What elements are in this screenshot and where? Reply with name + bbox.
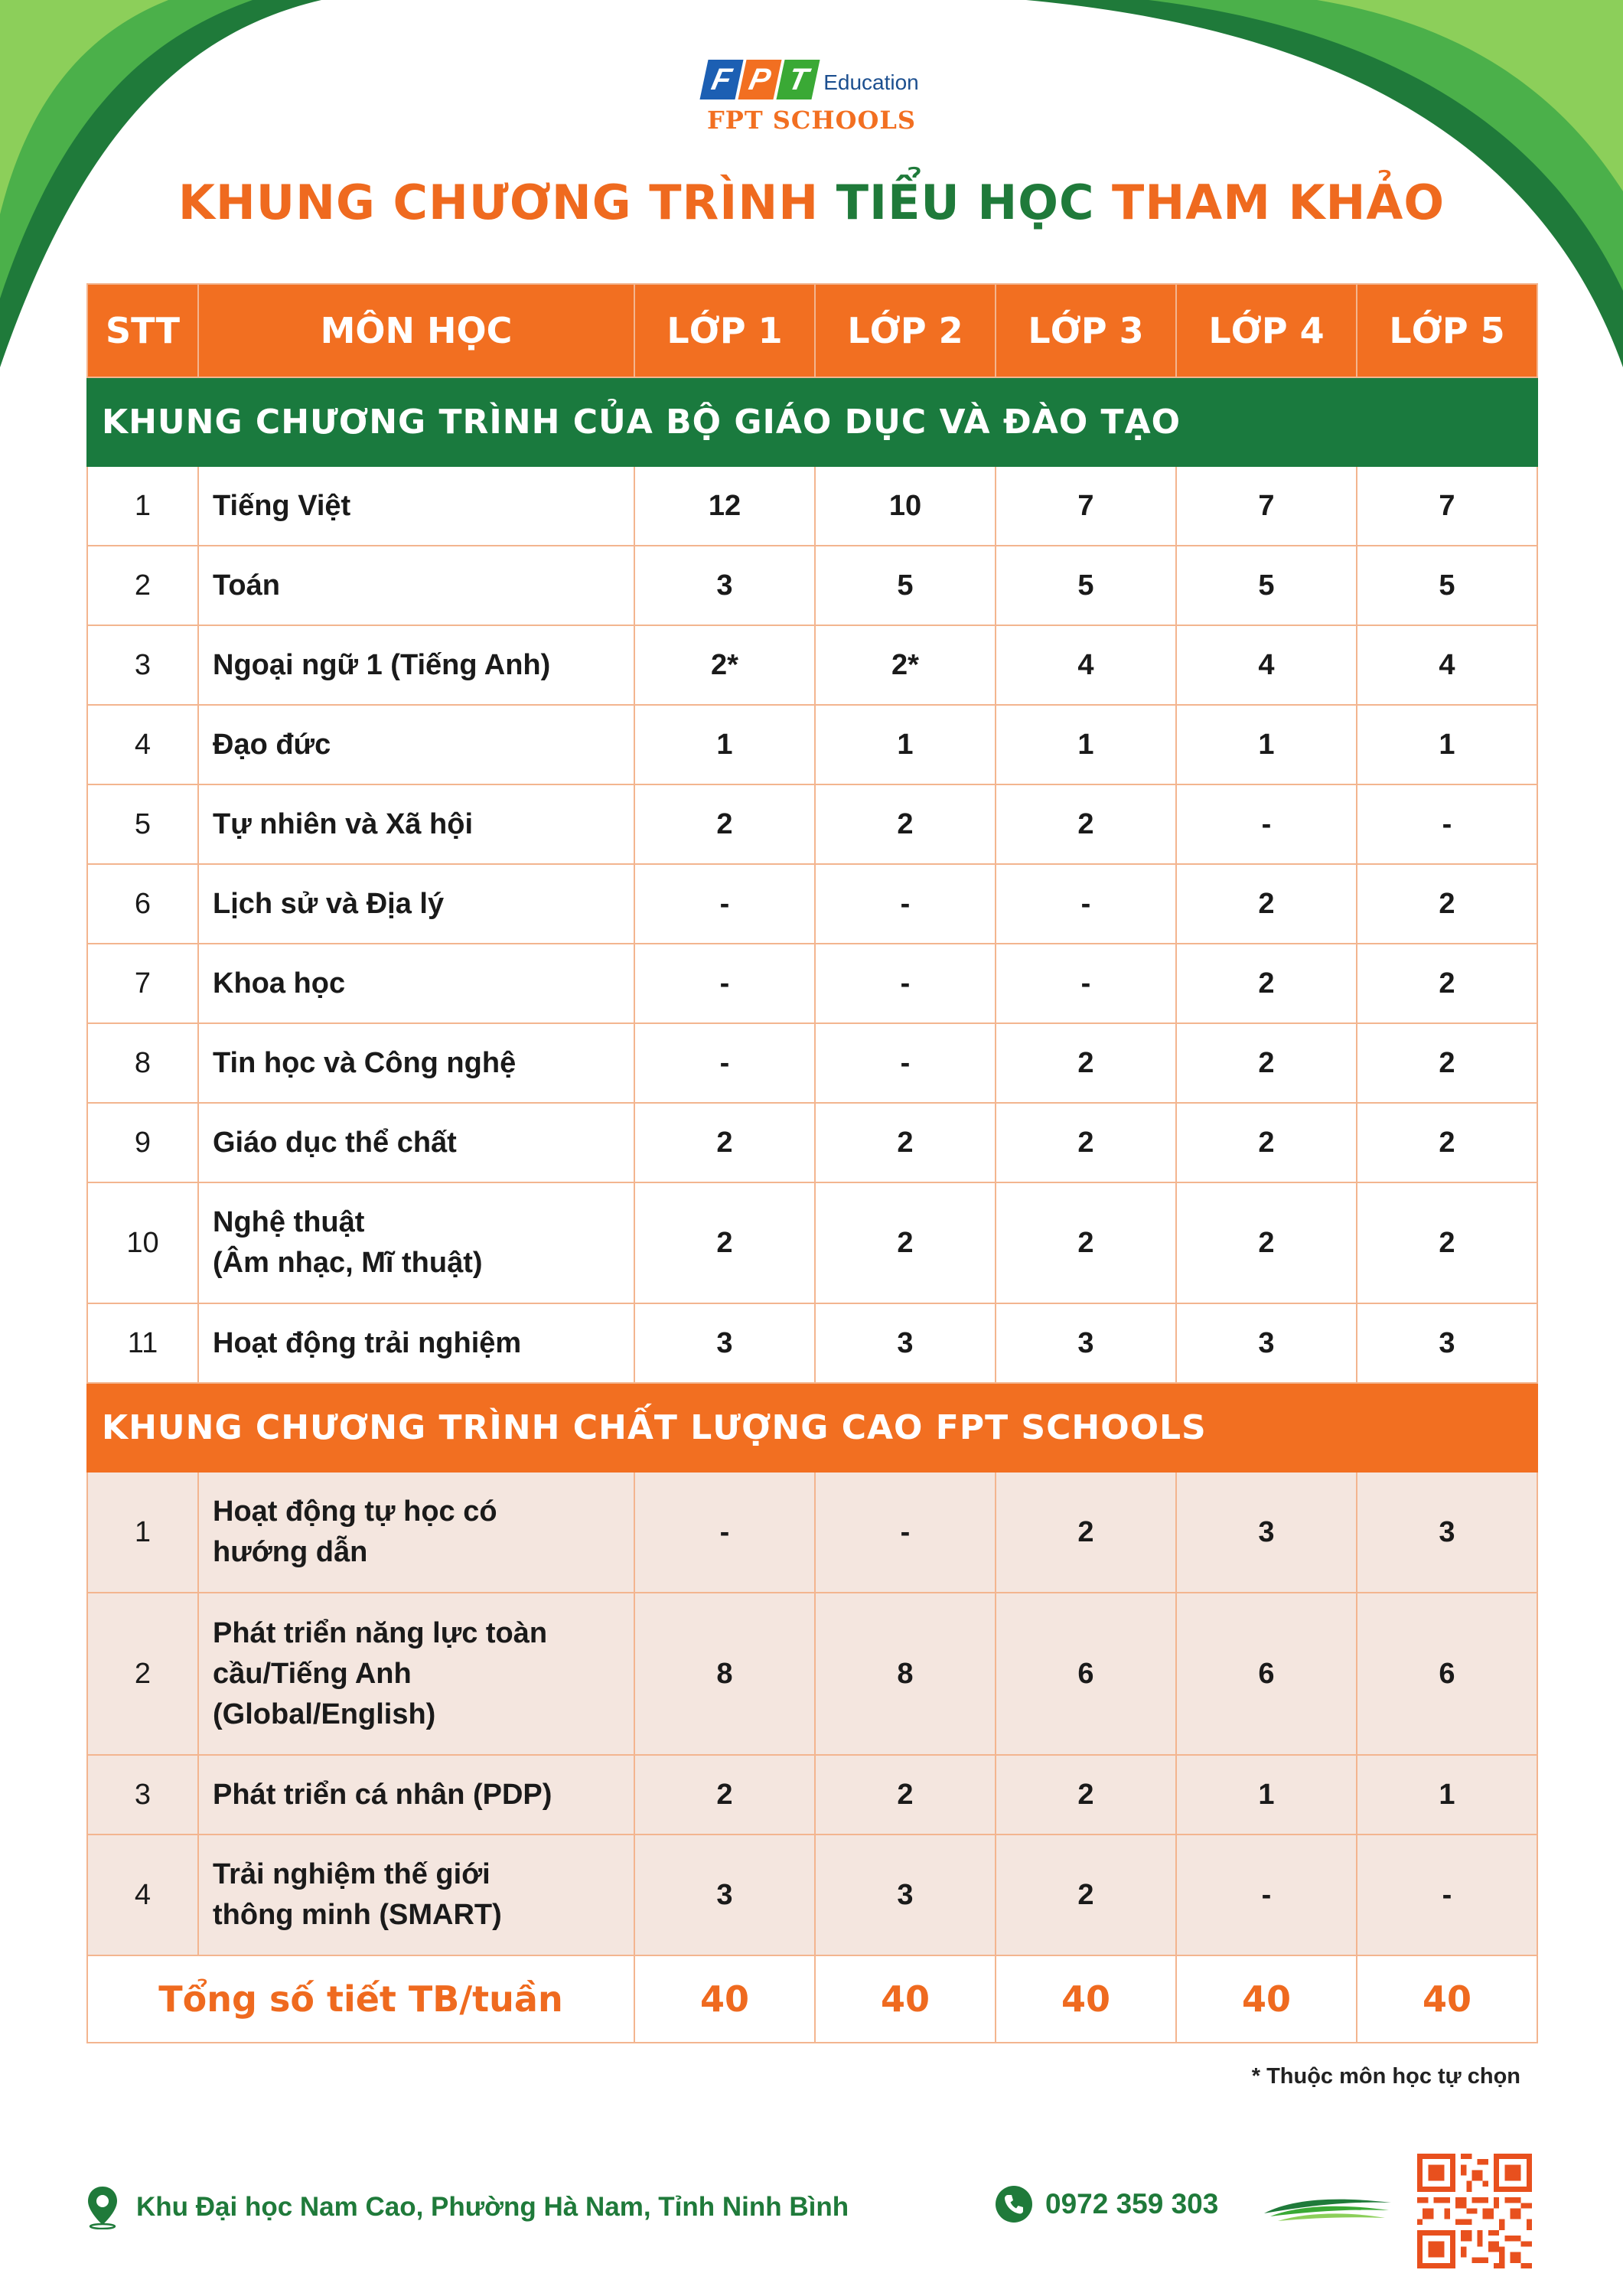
table-row [87, 1103, 1537, 1182]
row-value: - [1176, 1835, 1357, 1955]
row-value: 2 [634, 1103, 815, 1182]
table-row [87, 944, 1537, 1023]
row-subject: Giáo dục thể chất [198, 1103, 634, 1182]
fpt-logo [0, 60, 1623, 152]
row-value: 2 [996, 1182, 1176, 1303]
row-stt: 10 [87, 1182, 198, 1303]
row-value: 5 [815, 546, 996, 625]
row-subject [198, 1835, 634, 1955]
row-subject-line-2: thông minh (SMART) [213, 1899, 502, 1931]
fpt-tiles [700, 60, 820, 99]
row-value: - [634, 944, 815, 1023]
row-value: - [1357, 784, 1537, 864]
header-grade-3: LỚP 3 [996, 284, 1176, 377]
row-stt: 9 [87, 1103, 198, 1182]
section-moet-title: KHUNG CHƯƠNG TRÌNH CỦA BỘ GIÁO DỤC VÀ ĐÀO TẠO [87, 377, 1537, 466]
title-part-1: KHUNG CHƯƠNG TRÌNH [178, 174, 836, 230]
header-subject: MÔN HỌC [198, 284, 634, 377]
row-value: 1 [1176, 1755, 1357, 1835]
row-stt: 3 [87, 625, 198, 705]
row-subject: Khoa học [198, 944, 634, 1023]
location-pin-icon [86, 2185, 119, 2229]
row-value: 6 [996, 1593, 1176, 1755]
row-value: 2 [815, 784, 996, 864]
table-row [87, 864, 1537, 944]
row-subject-line-3: (Global/English) [213, 1698, 436, 1730]
row-value: 2 [1176, 944, 1357, 1023]
footer-phone[interactable] [995, 2185, 1218, 2223]
row-subject-line-2: cầu/Tiếng Anh [213, 1657, 412, 1690]
row-value: 2 [634, 1182, 815, 1303]
header-grade-1: LỚP 1 [634, 284, 815, 377]
row-value: - [996, 944, 1176, 1023]
row-value: 2 [996, 1023, 1176, 1103]
row-value: 2 [1357, 1023, 1537, 1103]
row-value: - [815, 1023, 996, 1103]
row-subject: Hoạt động trải nghiệm [198, 1303, 634, 1383]
header-row [87, 284, 1537, 377]
footer-address [86, 2185, 849, 2229]
section-moet-header [87, 377, 1537, 466]
row-subject [198, 1593, 634, 1755]
row-value: 4 [1357, 625, 1537, 705]
row-stt: 8 [87, 1023, 198, 1103]
row-stt: 3 [87, 1755, 198, 1835]
row-stt: 5 [87, 784, 198, 864]
footnote: * Thuộc môn học tự chọn [1251, 2064, 1520, 2089]
row-value: 2 [1357, 1182, 1537, 1303]
row-value: 3 [1357, 1472, 1537, 1593]
row-value: 2 [996, 1103, 1176, 1182]
logo-tile-f: F [700, 60, 744, 99]
total-value: 40 [634, 1955, 815, 2043]
row-subject-line-1: Trải nghiệm thế giới [213, 1858, 490, 1890]
row-value: 3 [634, 1303, 815, 1383]
row-value: 6 [1357, 1593, 1537, 1755]
table-row [87, 1593, 1537, 1755]
row-value: 5 [1357, 546, 1537, 625]
row-subject: Lịch sử và Địa lý [198, 864, 634, 944]
table-row [87, 784, 1537, 864]
row-value: 1 [996, 705, 1176, 784]
row-value: 2 [815, 1182, 996, 1303]
row-value: 7 [996, 466, 1176, 546]
row-value: 4 [1176, 625, 1357, 705]
leaf-decoration-icon [1263, 2190, 1393, 2229]
row-value: 4 [996, 625, 1176, 705]
row-value: 2 [1357, 864, 1537, 944]
row-value: 3 [634, 1835, 815, 1955]
table-row [87, 1182, 1537, 1303]
logo-schools-text: FPT SCHOOLS [707, 106, 916, 135]
row-value: 1 [1357, 705, 1537, 784]
row-value: 2* [634, 625, 815, 705]
row-value: 1 [815, 705, 996, 784]
row-subject [198, 1182, 634, 1303]
row-value: 2 [1176, 1103, 1357, 1182]
table-row [87, 1303, 1537, 1383]
row-value: - [1357, 1835, 1537, 1955]
row-stt: 7 [87, 944, 198, 1023]
row-value: 2 [996, 1755, 1176, 1835]
row-value: 2 [634, 1755, 815, 1835]
row-subject-line-2: hướng dẫn [213, 1536, 368, 1568]
row-value: 2 [996, 1835, 1176, 1955]
row-value: 2 [1176, 1023, 1357, 1103]
row-value: 3 [1176, 1303, 1357, 1383]
total-value: 40 [1357, 1955, 1537, 2043]
row-value: - [815, 1472, 996, 1593]
row-subject: Ngoại ngữ 1 (Tiếng Anh) [198, 625, 634, 705]
row-value: 2 [815, 1755, 996, 1835]
page-title [0, 174, 1623, 230]
table-row [87, 705, 1537, 784]
row-subject-line-2: (Âm nhạc, Mĩ thuật) [213, 1247, 483, 1279]
row-subject [198, 1472, 634, 1593]
row-value: 1 [634, 705, 815, 784]
title-part-3: THAM KHẢO [1094, 174, 1445, 230]
table-row [87, 1755, 1537, 1835]
row-value: - [634, 1472, 815, 1593]
row-value: 2 [634, 784, 815, 864]
header-grade-4: LỚP 4 [1176, 284, 1357, 377]
total-value: 40 [815, 1955, 996, 2043]
row-value: 7 [1176, 466, 1357, 546]
total-value: 40 [1176, 1955, 1357, 2043]
row-value: 5 [1176, 546, 1357, 625]
row-value: 3 [634, 546, 815, 625]
header-stt: STT [87, 284, 198, 377]
row-subject: Phát triển cá nhân (PDP) [198, 1755, 634, 1835]
row-value: 2 [1357, 944, 1537, 1023]
row-subject-line-1: Phát triển năng lực toàn [213, 1616, 548, 1649]
row-stt: 6 [87, 864, 198, 944]
curriculum-table [86, 283, 1538, 2043]
total-label: Tổng số tiết TB/tuần [87, 1955, 634, 2043]
row-subject: Tự nhiên và Xã hội [198, 784, 634, 864]
fpt-education-logo [704, 60, 919, 99]
row-value: 6 [1176, 1593, 1357, 1755]
row-value: 8 [634, 1593, 815, 1755]
qr-code [1417, 2154, 1532, 2268]
row-value: 2* [815, 625, 996, 705]
row-value: 2 [996, 784, 1176, 864]
logo-tile-p: P [738, 60, 782, 99]
header-grade-5: LỚP 5 [1357, 284, 1537, 377]
row-stt: 11 [87, 1303, 198, 1383]
row-subject: Toán [198, 546, 634, 625]
section-fpt-title: KHUNG CHƯƠNG TRÌNH CHẤT LƯỢNG CAO FPT SCHOOLS [87, 1383, 1537, 1472]
row-value: 10 [815, 466, 996, 546]
phone-icon [995, 2185, 1033, 2223]
row-value: - [815, 944, 996, 1023]
row-value: 3 [996, 1303, 1176, 1383]
phone-text[interactable]: 0972 359 303 [1045, 2188, 1219, 2219]
row-value: 5 [996, 546, 1176, 625]
row-subject-line-1: Nghệ thuật [213, 1206, 365, 1238]
table-row [87, 1023, 1537, 1103]
row-stt: 1 [87, 1472, 198, 1593]
row-value: - [634, 864, 815, 944]
table-row [87, 625, 1537, 705]
row-stt: 2 [87, 546, 198, 625]
table-row [87, 1472, 1537, 1593]
address-text: Khu Đại học Nam Cao, Phường Hà Nam, Tỉnh Ninh Bình [136, 2192, 849, 2222]
row-subject: Đạo đức [198, 705, 634, 784]
row-value: 2 [1176, 864, 1357, 944]
row-value: 3 [815, 1303, 996, 1383]
row-value: 2 [1357, 1103, 1537, 1182]
row-value: 3 [1357, 1303, 1537, 1383]
row-value: 8 [815, 1593, 996, 1755]
total-value: 40 [996, 1955, 1176, 2043]
row-value: 1 [1176, 705, 1357, 784]
row-value: 7 [1357, 466, 1537, 546]
logo-education-text: Education [823, 70, 919, 94]
header-grade-2: LỚP 2 [815, 284, 996, 377]
row-stt: 1 [87, 466, 198, 546]
row-subject: Tiếng Việt [198, 466, 634, 546]
table-row [87, 1835, 1537, 1955]
row-value: 2 [1176, 1182, 1357, 1303]
row-stt: 4 [87, 1835, 198, 1955]
total-row [87, 1955, 1537, 2043]
row-stt: 4 [87, 705, 198, 784]
row-stt: 2 [87, 1593, 198, 1755]
logo-tile-t: T [777, 60, 820, 99]
title-part-2: TIỂU HỌC [836, 174, 1095, 230]
row-subject: Tin học và Công nghệ [198, 1023, 634, 1103]
table-row [87, 546, 1537, 625]
section-fpt-header [87, 1383, 1537, 1472]
row-value: - [1176, 784, 1357, 864]
row-value: 3 [815, 1835, 996, 1955]
row-value: 2 [815, 1103, 996, 1182]
row-value: 3 [1176, 1472, 1357, 1593]
table-row [87, 466, 1537, 546]
row-value: - [815, 864, 996, 944]
row-value: - [634, 1023, 815, 1103]
row-value: 2 [996, 1472, 1176, 1593]
row-value: 1 [1357, 1755, 1537, 1835]
row-value: - [996, 864, 1176, 944]
row-value: 12 [634, 466, 815, 546]
row-subject-line-1: Hoạt động tự học có [213, 1495, 497, 1528]
